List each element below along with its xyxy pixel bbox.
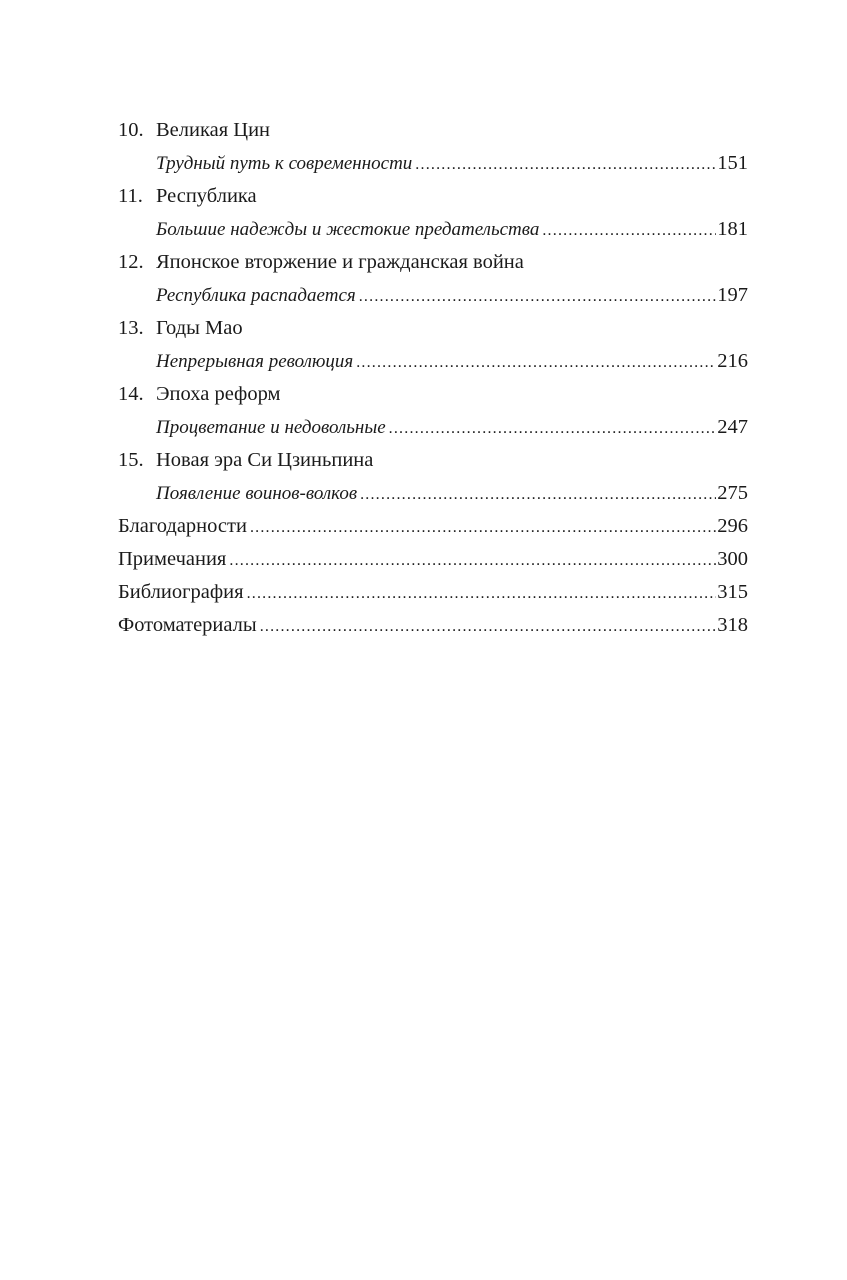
chapter-title: Эпоха реформ	[156, 383, 281, 405]
page-number: 247	[717, 416, 748, 438]
chapter-subtitle: Непрерывная революция	[156, 351, 354, 372]
chapter-number: 13.	[118, 317, 144, 339]
page-number: 197	[717, 284, 748, 306]
chapter-heading	[118, 444, 748, 477]
chapter-subtitle-row	[118, 345, 748, 378]
chapter-subtitle-row	[118, 477, 748, 510]
back-matter-row	[118, 543, 748, 576]
chapter-subtitle-row	[118, 411, 748, 444]
back-matter-title: Библиография	[118, 581, 244, 603]
chapter-number: 12.	[118, 251, 144, 273]
page-number: 181	[717, 218, 748, 240]
chapter-title: Новая эра Си Цзиньпина	[156, 449, 374, 471]
back-matter-title: Благодарности	[118, 515, 247, 537]
dot-leader	[229, 544, 716, 577]
page-number: 296	[717, 515, 748, 537]
chapter-number: 10.	[118, 119, 144, 141]
chapter-title: Великая Цин	[156, 119, 271, 141]
chapter-subtitle-row	[118, 213, 748, 246]
chapter-heading	[118, 312, 748, 345]
chapter-number: 11.	[118, 185, 143, 207]
chapter-subtitle-row	[118, 147, 748, 180]
back-matter-row	[118, 576, 748, 609]
back-matter-title: Фотоматериалы	[118, 614, 257, 636]
dot-leader	[359, 280, 717, 313]
dot-leader	[250, 511, 716, 544]
dot-leader	[260, 610, 717, 643]
back-matter-row	[118, 609, 748, 642]
table-of-contents	[118, 114, 748, 642]
dot-leader	[389, 412, 717, 445]
page-number: 275	[717, 482, 748, 504]
chapter-number: 14.	[118, 383, 144, 405]
chapter-title: Японское вторжение и гражданская война	[156, 251, 524, 273]
chapter-heading	[118, 378, 748, 411]
chapter-subtitle: Процветание и недовольные	[156, 417, 386, 438]
chapter-heading	[118, 114, 748, 147]
back-matter-title: Примечания	[118, 548, 227, 570]
dot-leader	[360, 478, 716, 511]
dot-leader	[356, 346, 716, 379]
chapter-subtitle: Большие надежды и жестокие предательства	[156, 219, 540, 240]
chapter-heading	[118, 180, 748, 213]
page-number: 300	[717, 548, 748, 570]
chapter-title: Республика	[156, 185, 257, 207]
page-number: 318	[717, 614, 748, 636]
dot-leader	[415, 148, 716, 181]
chapter-subtitle: Республика распадается	[156, 285, 356, 306]
dot-leader	[542, 214, 716, 247]
dot-leader	[247, 577, 717, 610]
chapter-subtitle-row	[118, 279, 748, 312]
chapter-subtitle: Появление воинов-волков	[156, 483, 358, 504]
page-number: 216	[717, 350, 748, 372]
chapter-heading	[118, 246, 748, 279]
chapter-subtitle: Трудный путь к современности	[156, 153, 413, 174]
page-number: 151	[717, 152, 748, 174]
chapter-number: 15.	[118, 449, 144, 471]
back-matter-row	[118, 510, 748, 543]
page-number: 315	[717, 581, 748, 603]
chapter-title: Годы Мао	[156, 317, 243, 339]
